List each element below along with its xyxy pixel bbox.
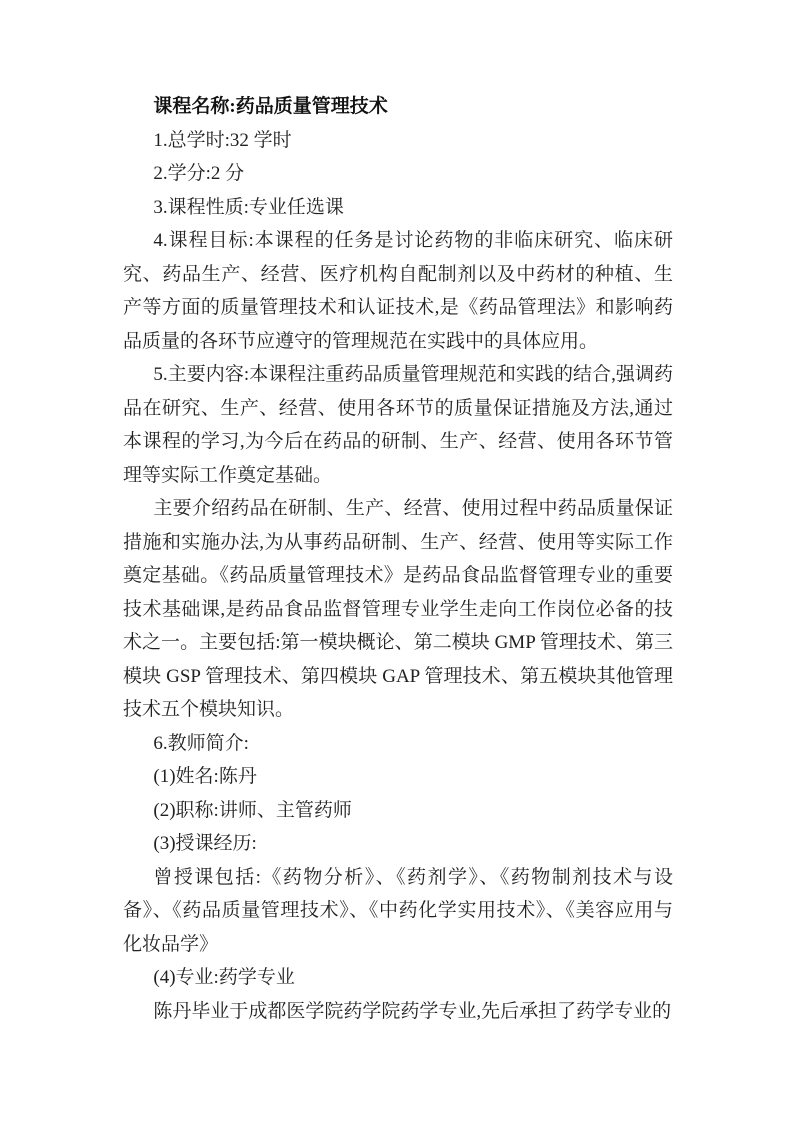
paragraph-main-content: 5.主要内容:本课程注重药品质量管理规范和实践的结合,强调药品在研究、生产、经营、使用各环节的质量保证措施及方法,通过本课程的学习,为今后在药品的研制、生产、经营、使用各环节管理等实际工作奠定基础。 bbox=[123, 364, 673, 486]
paragraph-teacher-name: (1)姓名:陈丹 bbox=[153, 766, 257, 787]
paragraph-course-type: 3.课程性质:专业任选课 bbox=[153, 196, 344, 218]
paragraph-courses-taught: 曾授课包括:《药物分析》、《药剂学》、《药物制剂技术与设备》、《药品质量管理技术》、《中药化学实用技术》、《美容应用与化妆品学》 bbox=[123, 866, 673, 955]
paragraph-teaching-experience-heading: (3)授课经历: bbox=[153, 833, 257, 854]
paragraph-teacher-heading: 6.教师简介: bbox=[153, 732, 249, 754]
paragraph-course-introduction: 主要介绍药品在研制、生产、经营、使用过程中药品质量保证措施和实施办法,为从事药品研制、生产、经营、使用等实际工作奠定基础。《药品质量管理技术》是药品食品监督管理专业的重要技术基础课,是药品食品监督管理专业学生走向工作岗位必备的技术之一。主要包括:第一模块概论、第二模块 GMP 管理技术、第三模块 GSP 管理技术、第四模块 GAP 管理技术、第五模块其他管理技术五个模块知识。 bbox=[123, 498, 673, 720]
course-title: 课程名称:药品质量管理技术 bbox=[153, 96, 388, 117]
document-content bbox=[123, 90, 673, 1028]
paragraph-course-objectives: 4.课程目标:本课程的任务是讨论药物的非临床研究、临床研究、药品生产、经营、医疗机构自配制剂以及中药材的种植、生产等方面的质量管理技术和认证技术,是《药品管理法》和影响药品质量的各环节应遵守的管理规范在实践中的具体应用。 bbox=[123, 230, 673, 352]
paragraph-teacher-bio: 陈丹毕业于成都医学院药学院药学专业,先后承担了药学专业的 bbox=[153, 1000, 672, 1022]
paragraph-teacher-major: (4)专业:药学专业 bbox=[153, 967, 295, 988]
paragraph-total-hours: 1.总学时:32 学时 bbox=[153, 129, 292, 151]
paragraph-teacher-title: (2)职称:讲师、主管药师 bbox=[153, 799, 352, 821]
paragraph-credits: 2.学分:2 分 bbox=[153, 163, 245, 184]
